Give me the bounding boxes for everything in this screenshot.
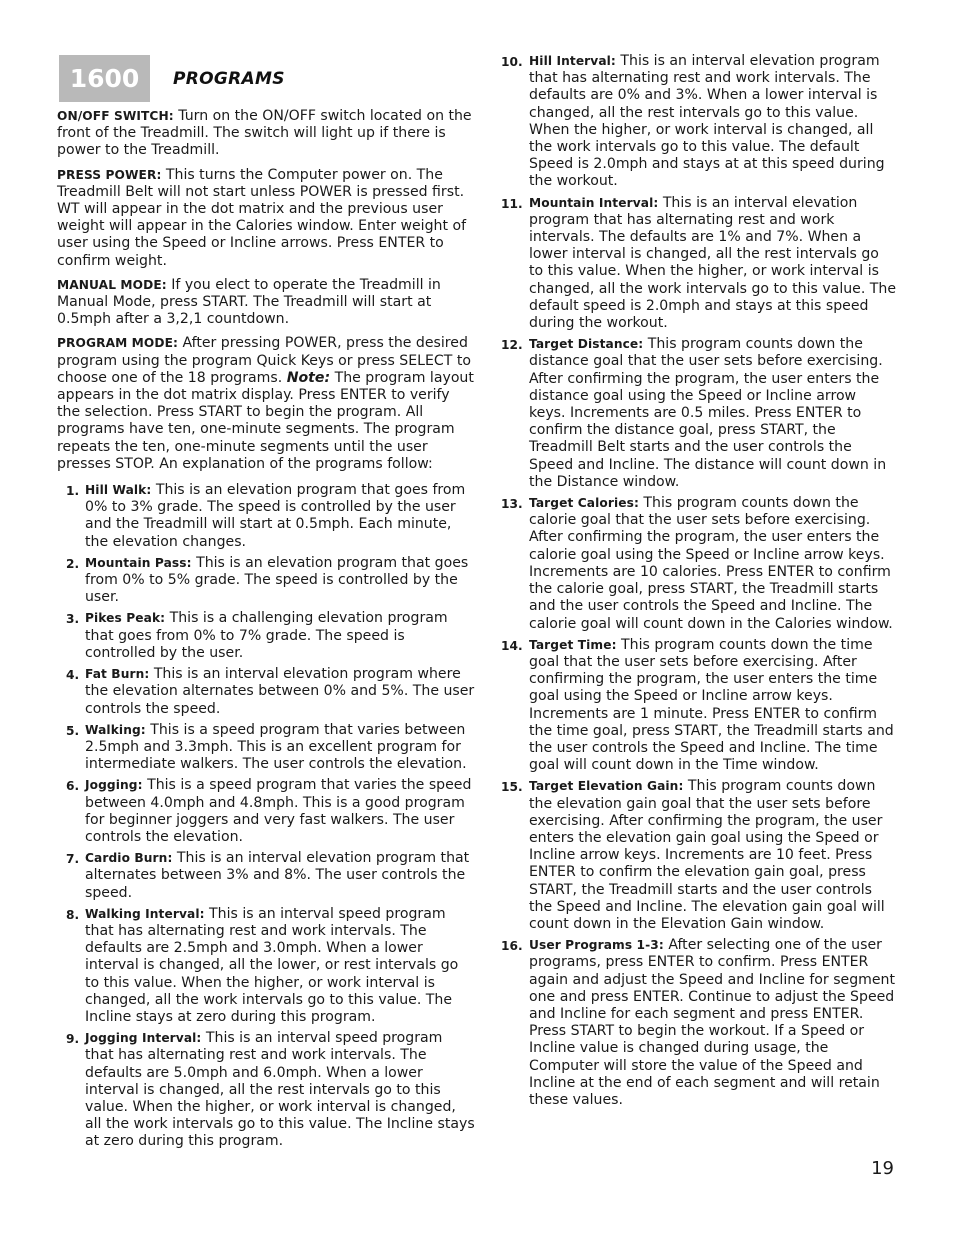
program-item (57, 666, 475, 718)
intro-label: MANUAL MODE: (57, 277, 167, 292)
program-name: User Programs 1-3: (529, 938, 664, 953)
program-item (501, 778, 897, 933)
program-description: This program counts down the calorie goal that the user sets before exercising. After confirming the program, the user enters the calorie goal using the Speed or Incline arrow keys. Increments are 10 calories. Press ENTER to confirm the calorie goal, press START, the Treadmill starts and the user controls the Speed and Incline. The calorie goal will count down in the Calories window. (529, 495, 893, 632)
program-description: This is a speed program that varies between 2.5mph and 3.3mph. This is an excellent program for intermediate walkers. The user controls the elevation. (85, 721, 467, 773)
program-number: 11. (501, 196, 523, 211)
program-mode-label: PROGRAM MODE: (57, 336, 178, 351)
intro-program-mode (57, 335, 475, 473)
program-name: Jogging Interval: (85, 1031, 202, 1046)
program-item (501, 937, 897, 1109)
program-item (57, 482, 475, 551)
program-number: 1. (66, 484, 80, 499)
program-item (501, 637, 897, 775)
program-item (57, 555, 475, 607)
program-number: 4. (66, 668, 80, 683)
left-column (57, 108, 475, 1155)
program-number: 8. (66, 907, 80, 922)
program-number: 6. (66, 779, 80, 794)
right-column (501, 53, 897, 1113)
program-name: Walking: (85, 722, 146, 737)
program-name: Cardio Burn: (85, 851, 173, 866)
program-name: Jogging: (85, 778, 143, 793)
intro-press-power (57, 167, 475, 270)
intro-on-off-switch (57, 108, 475, 160)
program-description: This is a challenging elevation program that goes from 0% to 7% grade. The speed is controlled by the user. (85, 610, 448, 661)
program-description: This is an interval speed program that has alternating rest and work intervals. The defaults are 5.0mph and 6.0mph. When a lower interval is changed, all the rest intervals go to this value. When the higher, or work interval is changed, all the work intervals go to this value. The Incline stays at zero during this program. (85, 1030, 475, 1150)
program-item (501, 336, 897, 491)
program-name: Mountain Interval: (529, 195, 659, 210)
program-number: 5. (66, 723, 80, 738)
program-name: Target Distance: (529, 337, 644, 352)
program-item (501, 53, 897, 191)
program-description: This is an interval elevation program that alternates between 3% and 8%. The user controls the speed. (85, 850, 470, 901)
program-name: Mountain Pass: (85, 555, 192, 570)
program-list-right (501, 53, 897, 1109)
program-name: Target Time: (529, 637, 617, 652)
program-description: This is an interval elevation program that has alternating rest and work intervals. The defaults are 1% and 7%. When a lower interval is changed, all the rest intervals go to this value. When the higher, or work interval is changed, all the work intervals go to this value. The default speed is 2.0mph and stays at this speed during the workout. (529, 194, 897, 332)
program-name: Pikes Peak: (85, 611, 166, 626)
program-item (57, 850, 475, 902)
page-number: 19 (871, 1158, 894, 1179)
program-number: 15. (501, 780, 523, 795)
program-number: 9. (66, 1032, 80, 1047)
program-description: This is an elevation program that goes from 0% to 5% grade. The speed is controlled by the user. (85, 554, 469, 606)
program-name: Hill Walk: (85, 483, 152, 498)
program-name: Target Calories: (529, 496, 639, 511)
program-item (57, 610, 475, 662)
program-number: 7. (66, 852, 80, 867)
program-description: This is a speed program that varies the speed between 4.0mph and 4.8mph. This is a good program for beginner joggers and very fast walkers. The user controls the elevation. (85, 777, 472, 845)
program-name: Fat Burn: (85, 667, 150, 682)
program-number: 14. (501, 638, 523, 653)
program-name: Target Elevation Gain: (529, 779, 684, 794)
program-item (57, 1030, 475, 1150)
program-number: 12. (501, 338, 523, 353)
intro-label: PRESS POWER: (57, 167, 162, 182)
program-number: 3. (66, 612, 80, 627)
program-mode-text: After pressing POWER, press the desired program using the program Quick Keys or press SELECT to choose one of the 18 programs. (57, 335, 471, 386)
note-label: Note: (286, 369, 331, 386)
program-number: 16. (501, 939, 523, 954)
program-list-left (57, 482, 475, 1151)
program-item (501, 195, 897, 333)
intro-label: ON/OFF SWITCH: (57, 109, 174, 123)
program-mode-text-after: The program layout appears in the dot matrix display. Press ENTER to verify the selection. Press START to begin the program. All programs have ten, one-minute segments. The program repeats the ten, one-minute segments until the user presses STOP. An explanation of the programs follow: (57, 369, 474, 472)
program-description: This program counts down the distance goal that the user sets before exercising. After confirming the program, the user enters the distance goal using the Speed or Incline arrow keys. Increments are 0.5 miles. Press ENTER to confirm the distance goal, press START, the Treadmill Belt starts and the user controls the Speed and Incline. The distance will count down in the Distance window. (529, 336, 887, 490)
intro-text: This turns the Computer power on. The Treadmill Belt will not start unless POWER is pressed first. WT will appear in the dot matrix and the previous user weight will appear in the Calories window. Enter weight of user using the Speed or Incline arrows. Press ENTER to confirm weight. (57, 166, 467, 269)
intro-text: If you elect to operate the Treadmill in Manual Mode, press START. The Treadmill will start at 0.5mph after a 3,2,1 countdown. (57, 276, 441, 328)
program-name: Walking Interval: (85, 906, 205, 921)
program-item (57, 906, 475, 1026)
program-description: After selecting one of the user programs, press ENTER to confirm. Press ENTER again and adjust the Speed and Incline for segment one and press ENTER. Continue to adjust the Speed and Incline for each segment and press ENTER. Press START to begin the workout. If a Speed or Incline value is changed during usage, the Computer will store the value of the Speed and Incline at the end of each segment and will retain these values. (529, 937, 896, 1108)
program-description: This is an elevation program that goes from 0% to 3% grade. The speed is controlled by the user and the Treadmill will start at 0.5mph. Each minute, the elevation changes. (85, 482, 466, 550)
program-description: This is an interval elevation program that has alternating rest and work intervals. The defaults are 0% and 3%. When a lower interval is changed, all the rest intervals go to this value. When the higher, or work interval is changed, all the work intervals go to this value. The default Speed is 2.0mph and stays at at this speed during the workout. (529, 53, 885, 190)
page-title: PROGRAMS (173, 69, 285, 89)
program-description: This program counts down the elevation gain goal that the user sets before exercising. After confirming the program, the user enters the elevation gain goal using the Speed or Incline arrow keys. Increments are 10 feet. Press ENTER to confirm the elevation gain goal, press START, the Treadmill starts and the user controls the Speed and Incline. The elevation gain goal will count down in the Elevation Gain window. (529, 778, 885, 932)
program-description: This is an interval speed program that has alternating rest and work intervals. The defaults are 2.5mph and 3.0mph. When a lower interval is changed, all the lower, or rest intervals go to this value. When the higher, or work interval is changed, all the work intervals go to this value. The Incline stays at zero during this program. (85, 905, 459, 1025)
program-item (57, 722, 475, 774)
program-name: Hill Interval: (529, 54, 616, 68)
program-number: 10. (501, 55, 523, 69)
program-number: 13. (501, 497, 523, 512)
program-item (501, 495, 897, 633)
program-description: This is an interval elevation program where the elevation alternates between 0% and 5%. The user controls the speed. (85, 666, 475, 717)
program-description: This program counts down the time goal that the user sets before exercising. After confirming the program, the user enters the time goal using the Speed or Incline arrow keys. Increments are 1 minute. Press ENTER to confirm the time goal, press START, the Treadmill starts and the user controls the Speed and Incline. The time goal will count down in the Time window. (529, 636, 894, 774)
intro-manual-mode (57, 277, 475, 329)
program-item (57, 777, 475, 846)
model-badge: 1600 (59, 55, 150, 102)
program-number: 2. (66, 556, 80, 571)
intro-text: Turn on the ON/OFF switch located on the front of the Treadmill. The switch will light up if there is power to the Treadmill. (57, 108, 472, 159)
